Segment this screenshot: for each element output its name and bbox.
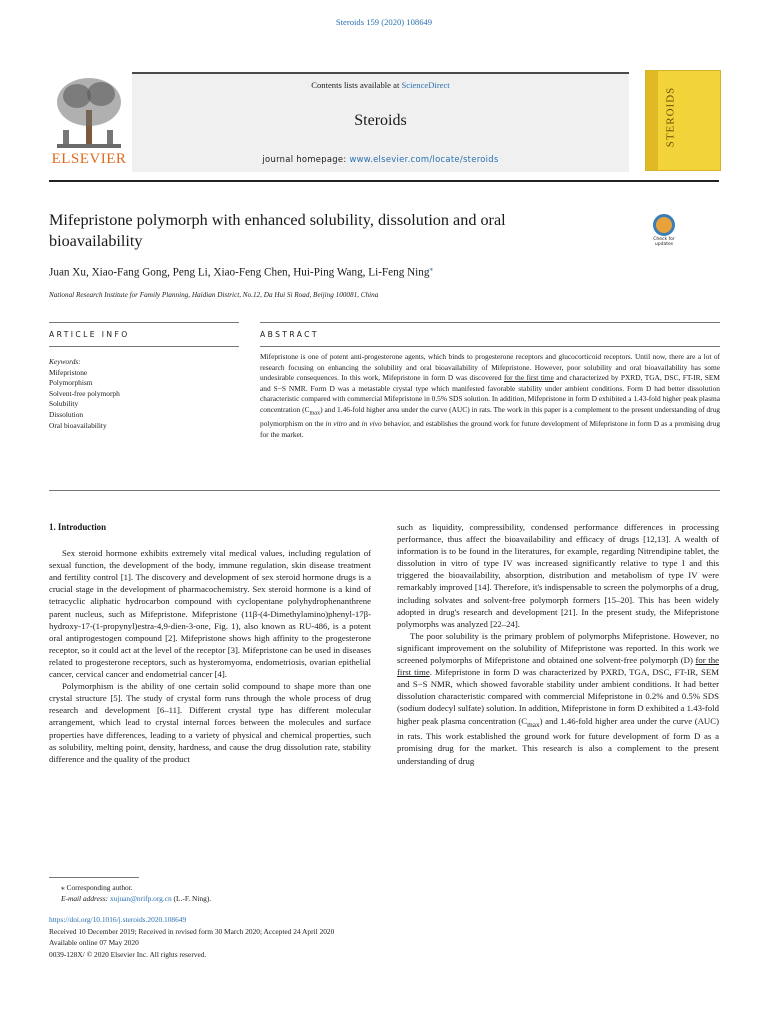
- abstract-segment: behavior, and establishes the ground work for future development of Mifepristone in form D as a promising drug for the market.: [260, 419, 721, 439]
- journal-name: Steroids: [354, 112, 407, 129]
- abstract-segment: ) and 1.46-fold higher area under the curve (AUC) in rats. The work in this paper is a complement to the present understanding of drug polymorphism on the: [260, 404, 721, 429]
- title-line-1: Mifepristone polymorph with enhanced solubility, dissolution and oral: [49, 211, 506, 229]
- abstract-segment: and: [346, 419, 362, 429]
- homepage-link[interactable]: www.elsevier.com/locate/steroids: [349, 154, 499, 164]
- intro-emphasis: for the first time: [397, 655, 719, 678]
- email-line: [49, 893, 369, 904]
- keyword-item: Oral bioavailability: [49, 420, 107, 430]
- abstract-top-rule: [260, 322, 720, 323]
- abstract-segment: Mifepristone is one of potent anti-progesterone agents, which binds to progesterone receptors and glucocorticoid receptors. Until now, there are a lot of research focusing on enhancing the solubility and oral bioavailability of Mifepristone. However, poor solubility and oral bioavailability has some undesirable consequences. In this work, Mifepristone in form D was discovered: [260, 352, 720, 383]
- crossmark-label: [648, 237, 680, 247]
- affiliation: National Research Institute for Family Planning, Haidian District, No.12, Da Hui Si Road, Beijing 100081, China: [49, 291, 379, 299]
- keyword-item: Solvent-free polymorph: [49, 388, 120, 398]
- keywords-block: [49, 357, 239, 431]
- crossmark-label-1: Check for: [653, 237, 675, 242]
- check-for-updates-button[interactable]: [648, 214, 680, 250]
- intro-segment: . Mifepristone in form D was characterized by PXRD, TGA, DSC, FT-IR, SEM and S−S NMR, which showed favorable stability under ambient conditions. It had better dissolution characteristic compared with commercial Mifepristone in 0.2% and 0.5% SDS (sodium dodecyl sulfate) solution. In addition, Mifepristone in form D exhibited a 1.43-fold higher peak plasma concentration (C: [397, 667, 719, 726]
- cover-title: STEROIDS: [664, 86, 677, 148]
- abstract-bottom-rule: [49, 490, 720, 491]
- header-divider: [49, 180, 719, 182]
- keyword-item: Dissolution: [49, 409, 84, 419]
- keyword-item: Mifepristone: [49, 367, 88, 377]
- article-info-label: ARTICLE INFO: [49, 330, 130, 339]
- footnote: [49, 882, 369, 904]
- tree-icon: [49, 72, 129, 152]
- email-label: E-mail address:: [61, 894, 110, 903]
- abstract-italic: in vitro: [325, 419, 347, 429]
- intro-paragraph-3: [397, 630, 719, 767]
- cover-spine: [646, 71, 658, 170]
- keyword-item: Polymorphism: [49, 378, 93, 388]
- abstract-rule: [260, 346, 720, 347]
- keyword-item: Solubility: [49, 399, 79, 409]
- journal-band: [132, 72, 629, 172]
- article-title: [49, 210, 609, 252]
- author-list: [49, 265, 669, 279]
- body-column-right: [397, 521, 719, 767]
- footnote-rule: [49, 877, 139, 878]
- online-date: Available online 07 May 2020: [49, 938, 139, 948]
- crossmark-label-2: updates: [654, 242, 674, 247]
- intro-subscript: max: [527, 720, 540, 729]
- copyright-line: 0039-128X/ © 2020 Elsevier Inc. All rights reserved.: [49, 949, 207, 959]
- corresponding-author-mark[interactable]: ⁎: [429, 265, 433, 273]
- email-suffix: (L.-F. Ning).: [171, 894, 212, 903]
- abstract-text: [260, 352, 720, 440]
- publisher-wordmark: ELSEVIER: [51, 151, 127, 167]
- sciencedirect-link[interactable]: ScienceDirect: [401, 80, 450, 90]
- body-column-left: [49, 521, 371, 765]
- abstract-segment: and characterized by PXRD, TGA, DSC, FT-IR, SEM and S−S NMR. Form D was a metastable crystal type which manifested favorable stability under ambient conditions. Form D had better dissolution characteristic compared with commercial Mifepristone in 0.5% SDS solution. In addition, Mifepristone in form D exhibited a 1.43-fold higher peak plasma concentration (C: [260, 373, 720, 414]
- received-dates: Received 10 December 2019; Received in revised form 30 March 2020; Accepted 24 April 2020: [49, 926, 335, 936]
- title-line-2: bioavailability: [49, 232, 143, 250]
- abstract-subscript: max: [309, 410, 321, 417]
- intro-paragraph-2: Polymorphism is the ability of one certain solid compound to shape more than one crystal structure [5]. The study of crystal form runs through the whole process of drug research and development [6–11]. Different crystal type has different molecular arrangement, which lead to crystal internal forces between the molecules and surface properties have differences, leading to a variety of physical and chemical properties, such as solubility, melting point, density, hardness, and cause the drug dissolution rate, stability difference and the quality of the product: [49, 681, 371, 764]
- journal-citation-link[interactable]: Steroids 159 (2020) 108649: [335, 17, 433, 27]
- article-info-top-rule: [49, 322, 239, 323]
- email-link[interactable]: xujuan@nrifp.org.cn: [110, 894, 172, 903]
- journal-header: [49, 72, 629, 170]
- contents-line: [132, 80, 629, 90]
- abstract-emphasis: for the first time: [503, 373, 554, 383]
- section-heading-introduction: 1. Introduction: [49, 522, 107, 532]
- abstract-italic: in vivo: [361, 419, 382, 429]
- publication-info: [49, 914, 549, 960]
- crossmark-icon: [653, 214, 675, 236]
- intro-paragraph-1: Sex steroid hormone exhibits extremely vital medical values, including regulation of sexual function, the development of the body, immune regulation, skin disease treatment and fertility control [1]. The discovery and development of sex steroid hormone drugs is a crucial stage in the development of pharmacochemistry. Sex steroid hormone is a kind of tetracyclic aliphatic hydrocarbon compound with cyclopentane polyhydrophenanthrene parent nucleus, such as Mifepristone. Mifepristone (11β-(4-Dimethylamino)phenyl-17β-hydroxy-17-(1-propynyl)estra-4,9-dien-3-one, Fig. 1), also known as RU-486, is a potent oral antiprogestogen compound [2]. Mifepristone shows high affinity to the progesterone receptor, so it could act at the level of the receptor [3]. Mifepristone can be used in diseases related to progesterone receptors, such as hysteromyoma, endometriosis, ovarian epithelial cancer, cervical cancer and endometrial cancer [4].: [49, 548, 371, 680]
- journal-cover-thumbnail[interactable]: [645, 70, 721, 171]
- corresponding-author-note: ⁎ Corresponding author.: [61, 883, 133, 892]
- homepage-prefix: journal homepage:: [262, 154, 350, 164]
- elsevier-logo: [49, 72, 129, 170]
- contents-prefix: Contents lists available at: [311, 80, 402, 90]
- intro-segment: ) and 1.46-fold higher area under the curve (AUC) in rats. This work established the ground work for future development of form D as a promising drug for the market. This research is also a complement to the present understanding of drug: [397, 715, 719, 766]
- abstract-label: ABSTRACT: [260, 330, 319, 339]
- homepage-line: [132, 154, 629, 164]
- authors-text: Juan Xu, Xiao-Fang Gong, Peng Li, Xiao-Feng Chen, Hui-Ping Wang, Li-Feng Ning: [49, 266, 430, 279]
- article-info-rule: [49, 346, 239, 347]
- intro-segment: The poor solubility is the primary problem of polymorphs Mifepristone. However, no significant improvement on the solubility of Mifepristone was reported. In this work we screened polymorphs of Mifepristone and obtained one solvent-free polymorph (D): [397, 630, 719, 666]
- intro-paragraph-2-cont: such as liquidity, compressibility, condensed performance differences in processing performance, thus affect the bioavailability and efficacy of drugs [12,13]. A wealth of information is to be found in the literatures, for example, regarding Nitrendipine tablet, the dissolution in vitro of type IV was increased significantly relative to type I and this triggered the bioavailability, absorption, distribution and metabolism of type IV were remarkably improved [14]. Therefore, it's indispensable to screen the polymorphs of a drug, including solvates and solvent-free polymorph formers [15–20]. This has been widely adopted in drug's research and development [21]. In the present study, the Mifepristone polymorphs was analyzed [22–24].: [397, 522, 719, 629]
- keywords-heading: Keywords:: [49, 357, 81, 366]
- doi-link[interactable]: https://doi.org/10.1016/j.steroids.2020.108649: [49, 915, 187, 924]
